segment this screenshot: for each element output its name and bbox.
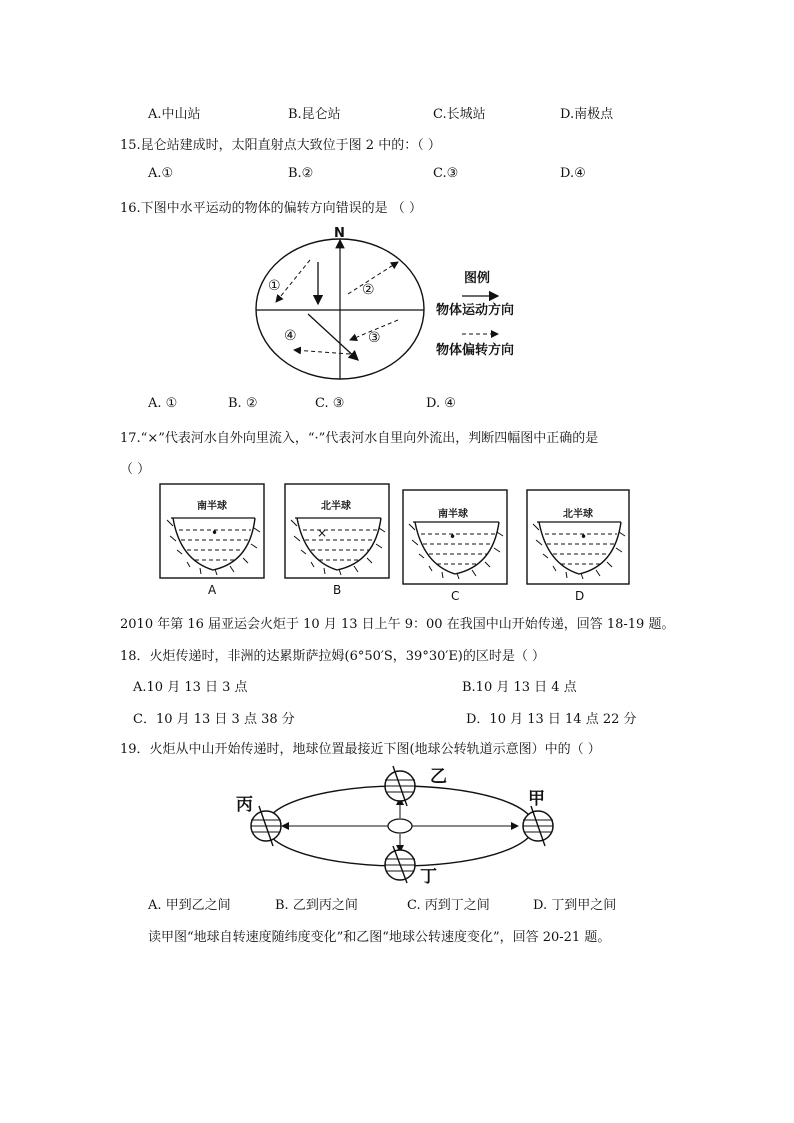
river-panel-d bbox=[527, 490, 629, 600]
label-bing: 丙 bbox=[236, 795, 253, 815]
q17-river-figure bbox=[155, 480, 635, 600]
q16-option-a: A. ① bbox=[148, 396, 178, 411]
q14-option-c: C.长城站 bbox=[433, 107, 486, 122]
earth-top bbox=[385, 766, 415, 806]
river-panel-b bbox=[285, 484, 389, 597]
panel-d-hemisphere: 北半球 bbox=[563, 509, 593, 520]
legend-motion: 物体运动方向 bbox=[436, 303, 515, 318]
q19-option-d: D. 丁到甲之间 bbox=[533, 898, 617, 913]
q17-stem-line2: （ ） bbox=[120, 462, 151, 477]
earth-left bbox=[251, 806, 281, 846]
q18-option-d: D．10 月 13 日 14 点 22 分 bbox=[466, 712, 637, 727]
q18-option-b: B.10 月 13 日 4 点 bbox=[462, 680, 577, 695]
q15-option-b: B.② bbox=[288, 166, 314, 181]
q14-option-a: A.中山站 bbox=[148, 107, 201, 122]
q16-option-c: C. ③ bbox=[315, 396, 345, 411]
panel-a-letter: A bbox=[208, 583, 217, 597]
q14-option-d: D.南极点 bbox=[560, 107, 614, 122]
intro-18-19: 2010 年第 16 届亚运会火炬于 10 月 13 日上午 9：00 在我国中山开始传递，回答 18-19 题。 bbox=[120, 617, 675, 632]
panel-b-letter: B bbox=[333, 583, 342, 597]
q15-option-a: A.① bbox=[148, 166, 174, 181]
q14-option-b: B.昆仑站 bbox=[288, 107, 341, 122]
q15-stem: 15.昆仑站建成时，太阳直射点大致位于图 2 中的：（ ） bbox=[120, 138, 441, 153]
label-2: ② bbox=[362, 282, 375, 298]
panel-c-hemisphere: 南半球 bbox=[438, 509, 468, 520]
intro-20-21: 读甲图“地球自转速度随纬度变化”和乙图“地球公转速度变化”，回答 20-21 题。 bbox=[148, 930, 611, 945]
panel-b-mark: × bbox=[317, 526, 328, 540]
panel-d-letter: D bbox=[575, 589, 585, 600]
q18-stem: 18．火炬传递时，非洲的达累斯萨拉姆(6°50′S，39°30′E)的区时是（ ） bbox=[120, 649, 546, 664]
q15-option-c: C.③ bbox=[433, 166, 459, 181]
label-yi: 乙 bbox=[430, 767, 447, 787]
q17-stem-line1: 17.“×”代表河水自外向里流入，“·”代表河水自里向外流出，判断四幅图中正确的是 bbox=[120, 431, 599, 446]
q19-option-b: B. 乙到丙之间 bbox=[275, 898, 358, 913]
earth-right bbox=[523, 806, 553, 846]
river-panel-a bbox=[160, 484, 264, 597]
panel-c-mark: • bbox=[449, 530, 457, 544]
earth-bottom bbox=[385, 846, 415, 883]
label-3: ③ bbox=[368, 330, 381, 346]
legend-title: 图例 bbox=[464, 271, 491, 286]
panel-a-hemisphere: 南半球 bbox=[197, 501, 227, 512]
q16-stem: 16.下图中水平运动的物体的偏转方向错误的是 （ ） bbox=[120, 201, 422, 216]
q19-option-a: A. 甲到乙之间 bbox=[148, 898, 231, 913]
panel-d-mark: • bbox=[580, 530, 588, 544]
river-panel-c bbox=[403, 490, 507, 600]
q19-option-c: C. 丙到丁之间 bbox=[407, 898, 490, 913]
panel-b-hemisphere: 北半球 bbox=[321, 501, 351, 512]
label-1: ① bbox=[268, 278, 281, 294]
q16-option-d: D. ④ bbox=[426, 396, 456, 411]
north-label: N bbox=[334, 226, 345, 241]
q15-option-d: D.④ bbox=[560, 166, 586, 181]
label-4: ④ bbox=[284, 328, 297, 344]
label-jia: 甲 bbox=[528, 789, 545, 809]
q16-option-b: B. ② bbox=[228, 396, 258, 411]
panel-c-letter: C bbox=[451, 589, 460, 600]
q18-option-c: C．10 月 13 日 3 点 38 分 bbox=[133, 712, 295, 727]
q19-stem: 19．火炬从中山开始传递时，地球位置最接近下图(地球公转轨道示意图）中的（ ） bbox=[120, 742, 601, 757]
legend-deflect: 物体偏转方向 bbox=[436, 343, 515, 358]
label-ding: 丁 bbox=[420, 867, 437, 884]
q16-deflection-figure bbox=[250, 222, 560, 384]
q18-option-a: A.10 月 13 日 3 点 bbox=[133, 680, 248, 695]
q19-orbit-figure bbox=[234, 762, 564, 884]
panel-a-mark: • bbox=[211, 526, 219, 540]
